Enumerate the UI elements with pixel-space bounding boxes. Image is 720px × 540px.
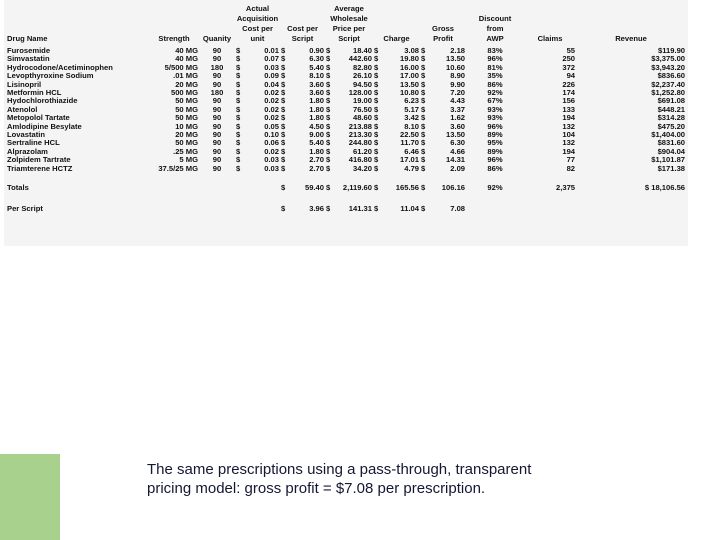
totals-discount: 92% [487,183,503,193]
pricing-table-scan [4,0,688,246]
currency-symbol: $ [236,63,241,72]
strength-cell: 50 MG [175,114,198,123]
currency-symbol: $ [326,89,331,98]
drug-name-cell: Lovastatin [7,131,45,140]
totals-row [6,182,686,194]
gross-profit-cell: 2.09 [450,164,466,173]
currency-symbol: $ [374,139,379,148]
currency-symbol: $ [236,97,241,106]
currency-symbol: $ [281,139,286,148]
discount-cell: 81% [487,63,503,72]
strength-cell: 50 MG [175,139,198,148]
discount-cell: 96% [487,122,503,131]
revenue-cell: $171.38 [657,164,686,173]
gross-profit-cell: 3.37 [450,105,466,114]
gross-profit-cell: 6.30 [450,139,466,148]
totals-label: Totals [7,183,29,193]
col-acquisition-cost: Actual Acquisition Cost per unit [236,4,279,43]
cost-per-script-cell: 6.30 [309,55,324,64]
cost-per-script-cell: 2.70 [309,156,324,165]
quantity-cell: 90 [212,131,222,140]
currency-symbol: $ [236,164,241,173]
currency-symbol: $ [374,156,379,165]
per-script-cost: 3.96 [309,204,324,214]
accent-block [0,454,60,540]
cost-per-script-cell: 9.00 [309,131,324,140]
awp-cell: 128.00 [348,89,372,98]
currency-symbol: $ [326,204,331,214]
table-row [6,131,686,139]
cost-per-script-cell: 3.60 [309,89,324,98]
charge-cell: 19.80 [400,55,420,64]
currency-symbol: $ [236,105,241,114]
awp-cell: 213.30 [348,131,372,140]
claims-cell: 94 [566,72,576,81]
cost-per-script-cell: 1.80 [309,105,324,114]
acquisition-cost-cell: 0.02 [264,114,279,123]
acquisition-cost-cell: 0.03 [264,156,279,165]
currency-symbol: $ [374,63,379,72]
slide-caption: The same prescriptions using a pass-through, transparent pricing model: gross profit = $7.08 per prescription. [147,461,532,497]
claims-cell: 194 [562,147,576,156]
discount-cell: 35% [487,72,503,81]
currency-symbol: $ [281,164,286,173]
currency-symbol: $ [281,122,286,131]
charge-cell: 3.08 [404,47,420,55]
charge-cell: 11.70 [400,139,420,148]
charge-cell: 4.79 [404,164,420,173]
gross-profit-cell: 14.31 [446,156,466,165]
strength-cell: 10 MG [175,122,198,131]
gross-profit-cell: 4.43 [450,97,466,106]
col-awp-per-script: Average Wholesale Price per Script [330,4,368,43]
currency-symbol: $ [236,147,241,156]
strength-cell: 20 MG [175,80,198,89]
currency-symbol: $ [374,131,379,140]
table-row [6,97,686,105]
currency-symbol: $ [326,97,331,106]
quantity-cell: 90 [212,156,222,165]
currency-symbol: $ [281,156,286,165]
acquisition-cost-cell: 0.04 [264,80,279,89]
table-header-row [6,4,686,47]
awp-cell: 213.88 [348,122,372,131]
col-cost-per-script: Cost per Script [287,24,318,43]
gross-profit-cell: 8.90 [450,72,466,81]
acquisition-cost-cell: 0.02 [264,105,279,114]
cost-per-script-cell: 1.80 [309,97,324,106]
per-script-awp: 141.31 [348,204,372,214]
currency-symbol: $ [374,147,379,156]
gross-profit-cell: 10.60 [446,63,466,72]
charge-cell: 17.00 [400,72,420,81]
claims-cell: 250 [562,55,576,64]
strength-cell: .25 MG [173,147,198,156]
discount-cell: 89% [487,131,503,140]
gross-profit-cell: 1.62 [450,114,466,123]
table-row [6,55,686,63]
discount-cell: 96% [487,55,503,64]
currency-symbol: $ [326,55,331,64]
strength-cell: 50 MG [175,97,198,106]
strength-cell: 40 MG [175,55,198,64]
currency-symbol: $ [326,183,331,193]
discount-cell: 67% [487,97,503,106]
currency-symbol: $ [281,114,286,123]
currency-symbol: $ [421,147,426,156]
acquisition-cost-cell: 0.03 [264,164,279,173]
table-row [6,89,686,97]
strength-cell: 37.5/25 MG [158,164,198,173]
currency-symbol: $ [281,47,286,55]
gross-profit-cell: 4.66 [450,147,466,156]
awp-cell: 34.20 [352,164,372,173]
revenue-cell: $314.28 [657,114,686,123]
cost-per-script-cell: 8.10 [309,72,324,81]
totals-awp: 2,119.60 [342,183,372,193]
drug-name-cell: Metopolol Tartate [7,114,70,123]
currency-symbol: $ [374,72,379,81]
currency-symbol: $ [421,204,426,214]
currency-symbol: $ [236,139,241,148]
currency-symbol: $ [421,72,426,81]
totals-charge: 165.56 [395,183,420,193]
quantity-cell: 180 [210,63,224,72]
currency-symbol: $ [374,55,379,64]
per-script-label: Per Script [7,204,43,214]
totals-cost: 59.40 [304,183,324,193]
currency-symbol: $ [326,122,331,131]
drug-name-cell: Simvastatin [7,55,50,64]
strength-cell: .01 MG [173,72,198,81]
currency-symbol: $ [421,183,426,193]
currency-symbol: $ [326,47,331,55]
revenue-cell: $836.60 [657,72,686,81]
revenue-cell: $3,375.00 [651,55,686,64]
awp-cell: 61.20 [352,147,372,156]
currency-symbol: $ [326,147,331,156]
currency-symbol: $ [236,114,241,123]
drug-name-cell: Metformin HCL [7,89,62,98]
discount-cell: 95% [487,139,503,148]
acquisition-cost-cell: 0.02 [264,89,279,98]
charge-cell: 3.42 [404,114,420,123]
acquisition-cost-cell: 0.03 [264,63,279,72]
col-drug-name: Drug Name [7,34,48,43]
col-gross-profit: Gross Profit [432,24,454,43]
per-script-row [6,203,686,215]
acquisition-cost-cell: 0.05 [264,122,279,131]
col-revenue: Revenue [615,34,647,43]
gross-profit-cell: 2.18 [450,47,466,55]
revenue-cell: $904.04 [657,147,686,156]
gross-profit-cell: 7.20 [450,89,466,98]
strength-cell: 40 MG [175,47,198,55]
currency-symbol: $ [326,72,331,81]
revenue-cell: $691.08 [657,97,686,106]
strength-cell: 20 MG [175,131,198,140]
discount-cell: 96% [487,156,503,165]
currency-symbol: $ [326,131,331,140]
drug-name-cell: Alprazolam [7,147,48,156]
currency-symbol: $ [236,72,241,81]
awp-cell: 19.00 [352,97,372,106]
quantity-cell: 90 [212,114,222,123]
currency-symbol: $ [421,80,426,89]
charge-cell: 6.23 [404,97,420,106]
charge-cell: 6.46 [404,147,420,156]
charge-cell: 13.50 [400,80,420,89]
currency-symbol: $ [374,47,379,55]
acquisition-cost-cell: 0.02 [264,97,279,106]
currency-symbol: $ [281,105,286,114]
totals-revenue: $ 18,106.56 [644,183,686,193]
revenue-cell: $448.21 [657,105,686,114]
charge-cell: 17.01 [400,156,420,165]
drug-name-cell: Triamterene HCTZ [7,164,73,173]
awp-cell: 82.80 [352,63,372,72]
drug-name-cell: Lisinopril [7,80,42,89]
currency-symbol: $ [281,97,286,106]
cost-per-script-cell: 0.90 [309,47,324,55]
awp-cell: 94.50 [352,80,372,89]
drug-name-cell: Atenolol [7,105,38,114]
awp-cell: 442.60 [348,55,372,64]
table-row [6,114,686,122]
cost-per-script-cell: 2.70 [309,164,324,173]
currency-symbol: $ [281,147,286,156]
table-row [6,47,686,55]
acquisition-cost-cell: 0.07 [264,55,279,64]
charge-cell: 16.00 [400,63,420,72]
claims-cell: 132 [562,139,576,148]
currency-symbol: $ [236,156,241,165]
currency-symbol: $ [326,139,331,148]
currency-symbol: $ [236,80,241,89]
currency-symbol: $ [421,156,426,165]
revenue-cell: $2,237.40 [651,80,686,89]
quantity-cell: 90 [212,97,222,106]
revenue-cell: $119.90 [658,47,686,55]
drug-name-cell: Hydrocodone/Acetiminophen [7,63,113,72]
table-row [6,156,686,164]
acquisition-cost-cell: 0.06 [264,139,279,148]
claims-cell: 372 [562,63,576,72]
claims-cell: 156 [562,97,576,106]
currency-symbol: $ [374,97,379,106]
acquisition-cost-cell: 0.09 [264,72,279,81]
cost-per-script-cell: 3.60 [309,80,324,89]
acquisition-cost-cell: 0.01 [264,47,279,55]
claims-cell: 132 [562,122,576,131]
currency-symbol: $ [281,204,286,214]
currency-symbol: $ [281,183,286,193]
revenue-cell: $1,252.80 [651,89,686,98]
revenue-cell: $475.20 [657,122,686,131]
currency-symbol: $ [421,89,426,98]
discount-cell: 86% [487,164,503,173]
currency-symbol: $ [374,89,379,98]
col-discount: Discount from AWP [478,14,512,43]
discount-cell: 83% [487,47,503,55]
claims-cell: 104 [562,131,576,140]
quantity-cell: 90 [212,72,222,81]
quantity-cell: 180 [210,89,224,98]
currency-symbol: $ [281,72,286,81]
col-claims: Claims [537,34,563,43]
claims-cell: 226 [562,80,576,89]
currency-symbol: $ [374,80,379,89]
currency-symbol: $ [421,47,426,55]
currency-symbol: $ [326,80,331,89]
claims-cell: 55 [566,47,576,55]
awp-cell: 18.40 [352,47,372,55]
currency-symbol: $ [281,55,286,64]
awp-cell: 76.50 [352,105,372,114]
discount-cell: 93% [487,114,503,123]
table-row [6,64,686,72]
currency-symbol: $ [421,139,426,148]
currency-symbol: $ [421,105,426,114]
quantity-cell: 90 [212,139,222,148]
currency-symbol: $ [374,105,379,114]
currency-symbol: $ [374,114,379,123]
cost-per-script-cell: 1.80 [309,147,324,156]
claims-cell: 133 [562,105,576,114]
currency-symbol: $ [421,131,426,140]
claims-cell: 174 [562,89,576,98]
quantity-cell: 90 [212,55,222,64]
currency-symbol: $ [236,55,241,64]
per-script-charge: 11.04 [400,204,420,214]
strength-cell: 5/500 MG [164,63,198,72]
revenue-cell: $3,943.20 [651,63,686,72]
claims-cell: 77 [566,156,576,165]
discount-cell: 86% [487,80,503,89]
gross-profit-cell: 3.60 [450,122,466,131]
table-summary [6,173,686,215]
cost-per-script-cell: 4.50 [309,122,324,131]
table-row [6,72,686,80]
currency-symbol: $ [421,63,426,72]
col-strength: Strength [158,34,190,43]
awp-cell: 244.80 [348,139,372,148]
col-charge: Charge [383,34,410,43]
totals-profit: 106.16 [441,183,466,193]
drug-name-cell: Zolpidem Tartrate [7,156,71,165]
currency-symbol: $ [236,89,241,98]
quantity-cell: 90 [212,47,222,55]
table-row [6,81,686,89]
table-row [6,139,686,147]
currency-symbol: $ [236,47,241,55]
charge-cell: 22.50 [400,131,420,140]
gross-profit-cell: 9.90 [450,80,466,89]
currency-symbol: $ [374,204,379,214]
drug-name-cell: Sertraline HCL [7,139,60,148]
discount-cell: 92% [487,89,503,98]
currency-symbol: $ [326,156,331,165]
gross-profit-cell: 13.50 [446,131,466,140]
currency-symbol: $ [421,164,426,173]
claims-cell: 82 [566,164,576,173]
acquisition-cost-cell: 0.10 [264,131,279,140]
currency-symbol: $ [281,131,286,140]
acquisition-cost-cell: 0.02 [264,147,279,156]
col-quantity: Quanity [202,34,232,43]
strength-cell: 5 MG [179,156,198,165]
currency-symbol: $ [374,122,379,131]
strength-cell: 50 MG [175,105,198,114]
currency-symbol: $ [281,89,286,98]
totals-claims: 2,375 [556,183,576,193]
pricing-table [6,4,686,215]
table-row [6,106,686,114]
awp-cell: 416.80 [348,156,372,165]
quantity-cell: 90 [212,122,222,131]
drug-name-cell: Furosemide [7,47,51,55]
awp-cell: 48.60 [352,114,372,123]
currency-symbol: $ [421,97,426,106]
cost-per-script-cell: 5.40 [309,63,324,72]
quantity-cell: 90 [212,147,222,156]
discount-cell: 93% [487,105,503,114]
currency-symbol: $ [236,131,241,140]
claims-cell: 194 [562,114,576,123]
currency-symbol: $ [421,114,426,123]
currency-symbol: $ [281,63,286,72]
awp-cell: 26.10 [352,72,372,81]
table-row [6,123,686,131]
charge-cell: 8.10 [404,122,420,131]
per-script-profit: 7.08 [450,204,466,214]
currency-symbol: $ [374,164,379,173]
currency-symbol: $ [421,55,426,64]
drug-name-cell: Levopthyroxine Sodium [7,72,94,81]
currency-symbol: $ [374,183,379,193]
currency-symbol: $ [326,114,331,123]
revenue-cell: $1,404.00 [651,131,686,140]
strength-cell: 500 MG [170,89,198,98]
quantity-cell: 90 [212,80,222,89]
drug-name-cell: Amlodipine Besylate [7,122,82,131]
table-row [6,165,686,173]
currency-symbol: $ [281,80,286,89]
discount-cell: 89% [487,147,503,156]
quantity-cell: 90 [212,105,222,114]
quantity-cell: 90 [212,164,222,173]
gross-profit-cell: 13.50 [446,55,466,64]
drug-name-cell: Hydochlorothiazide [7,97,78,106]
table-body [6,47,686,173]
charge-cell: 10.80 [400,89,420,98]
currency-symbol: $ [421,122,426,131]
cost-per-script-cell: 1.80 [309,114,324,123]
currency-symbol: $ [326,105,331,114]
charge-cell: 5.17 [404,105,420,114]
currency-symbol: $ [236,122,241,131]
table-row [6,148,686,156]
currency-symbol: $ [326,164,331,173]
currency-symbol: $ [326,63,331,72]
revenue-cell: $1,101.87 [651,156,686,165]
revenue-cell: $831.60 [657,139,686,148]
cost-per-script-cell: 5.40 [309,139,324,148]
